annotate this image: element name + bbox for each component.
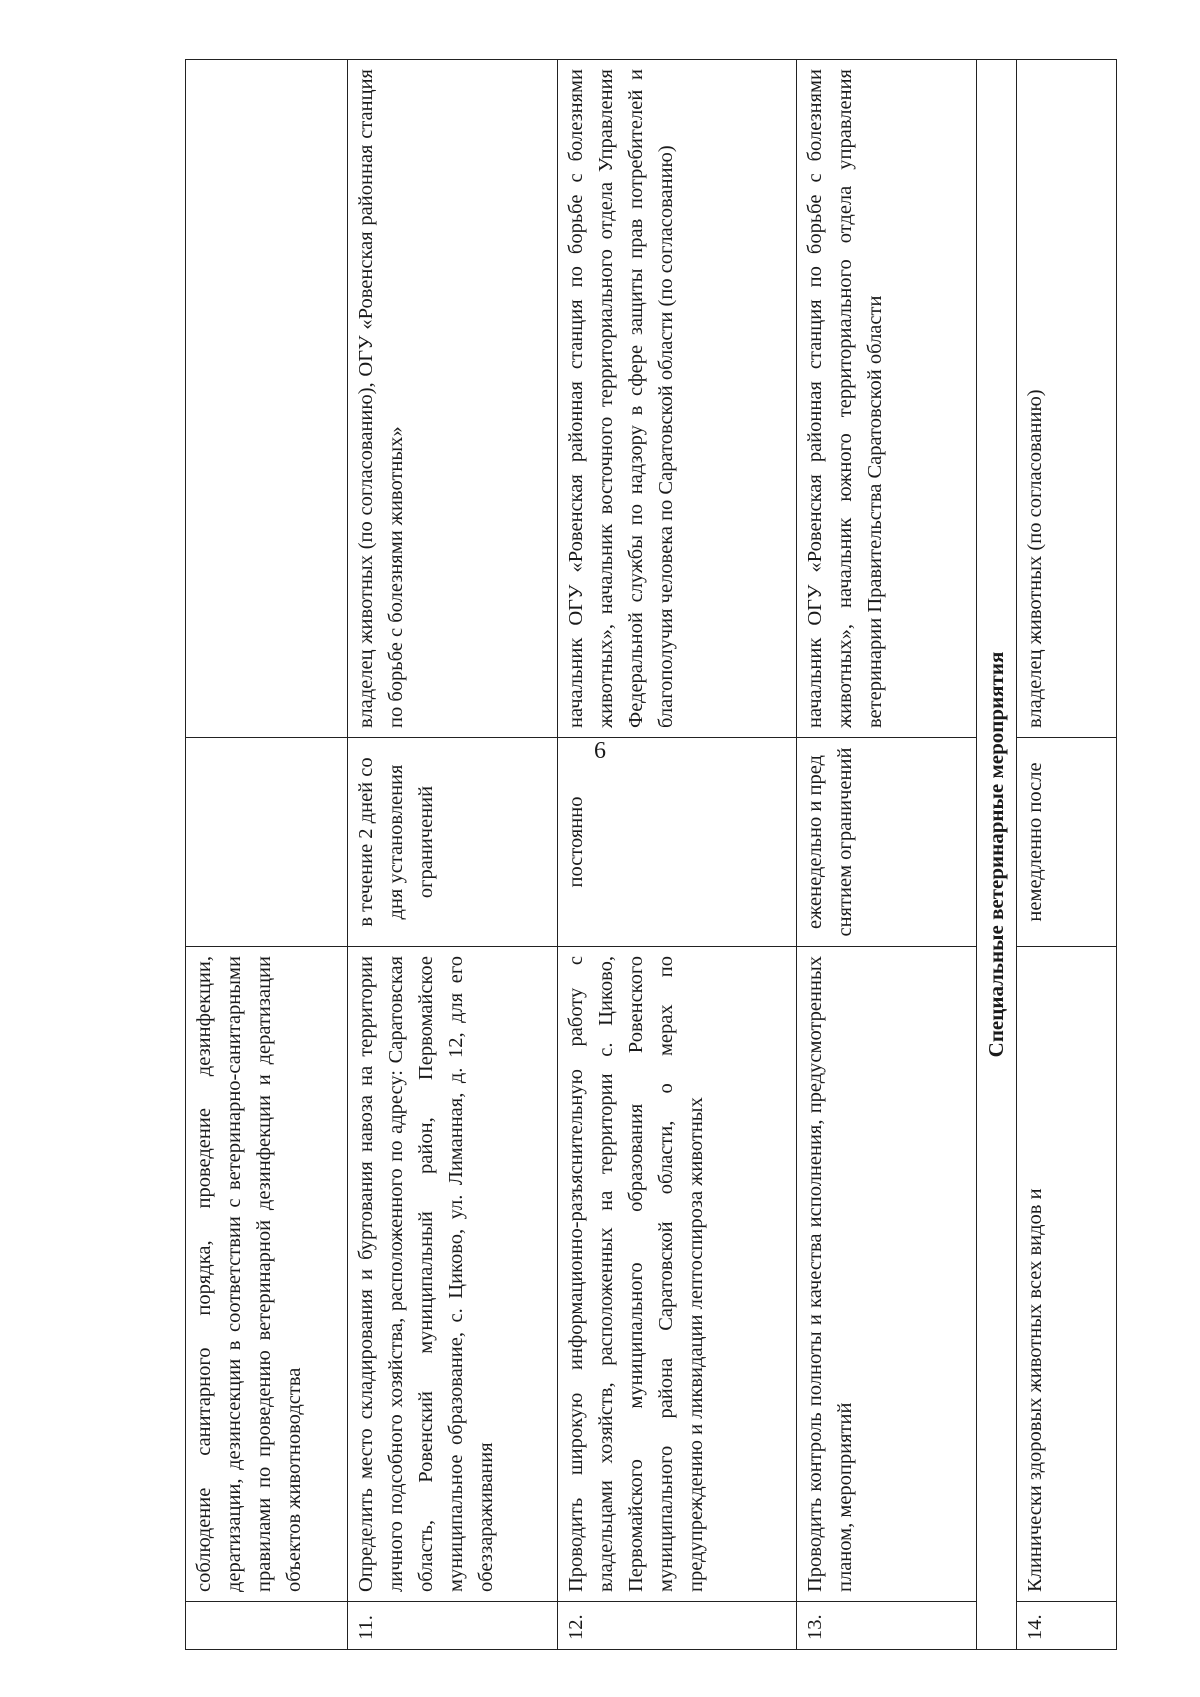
table-row [558, 60, 797, 1650]
term-cell: немедленно после [1016, 738, 1116, 947]
row-number: 14. [1016, 1602, 1116, 1650]
measure-cell: Проводить широкую информационно-разъяснительную работу с владельцами хозяйств, расположенных на территории с. Циково, Первомайского муниципального образования Ровенского муниципального района Саратовской области, о мерах по предупреждению и ликвидации лептоспироза животных [558, 947, 797, 1602]
row-number: 12. [558, 1602, 797, 1650]
table-row [797, 60, 977, 1650]
page-number: 6 [594, 738, 606, 764]
table-row [1016, 60, 1116, 1650]
row-number: 13. [797, 1602, 977, 1650]
section-header-row [977, 60, 1017, 1650]
rotated-table-container [185, 60, 1110, 1650]
measure-cell: Определить место складирования и буртования навоза на территории личного подсобного хозяйства, расположенного по адресу: Саратовская область, Ровенский муниципальный район, Первомайское муниципальное образование, с. Циково, ул. Лиманная, д. 12, для его обеззараживания [348, 947, 558, 1602]
measure-cell: соблюдение санитарного порядка, проведение дезинфекции, дератизации, дезинсекции в соответствии с ветеринарно-санитарными правилами по проведению ветеринарной дезинфекции и дератизации объектов животноводства [186, 947, 348, 1602]
row-number [186, 1602, 348, 1650]
term-cell: в течение 2 дней со дня установления ограничений [348, 738, 558, 947]
measure-cell: Проводить контроль полноты и качества исполнения, предусмотренных планом, мероприятий [797, 947, 977, 1602]
measure-cell: Клинически здоровых животных всех видов и [1016, 947, 1116, 1602]
term-cell [186, 738, 348, 947]
measures-table [185, 59, 1117, 1650]
row-number: 11. [348, 1602, 558, 1650]
table-row [348, 60, 558, 1650]
responsible-cell: владелец животных (по согласованию) [1016, 60, 1116, 738]
term-cell: постоянно [558, 738, 797, 947]
responsible-cell [186, 60, 348, 738]
responsible-cell: начальник ОГУ «Ровенская районная станция по борьбе с болезнями животных», начальник восточного территориального отдела Управления Федеральной службы по надзору в сфере защиты прав потребителей и благополучия человека по Саратовской области (по согласованию) [558, 60, 797, 738]
term-cell: еженедельно и пред снятием ограничений [797, 738, 977, 947]
table-row [186, 60, 348, 1650]
responsible-cell: начальник ОГУ «Ровенская районная станция по борьбе с болезнями животных», начальник южного территориального отдела управления ветеринарии Правительства Саратовской области [797, 60, 977, 738]
responsible-cell: владелец животных (по согласованию), ОГУ «Ровенская районная станция по борьбе с болезнями животных» [348, 60, 558, 738]
section-header: Специальные ветеринарные мероприятия [977, 60, 1017, 1650]
